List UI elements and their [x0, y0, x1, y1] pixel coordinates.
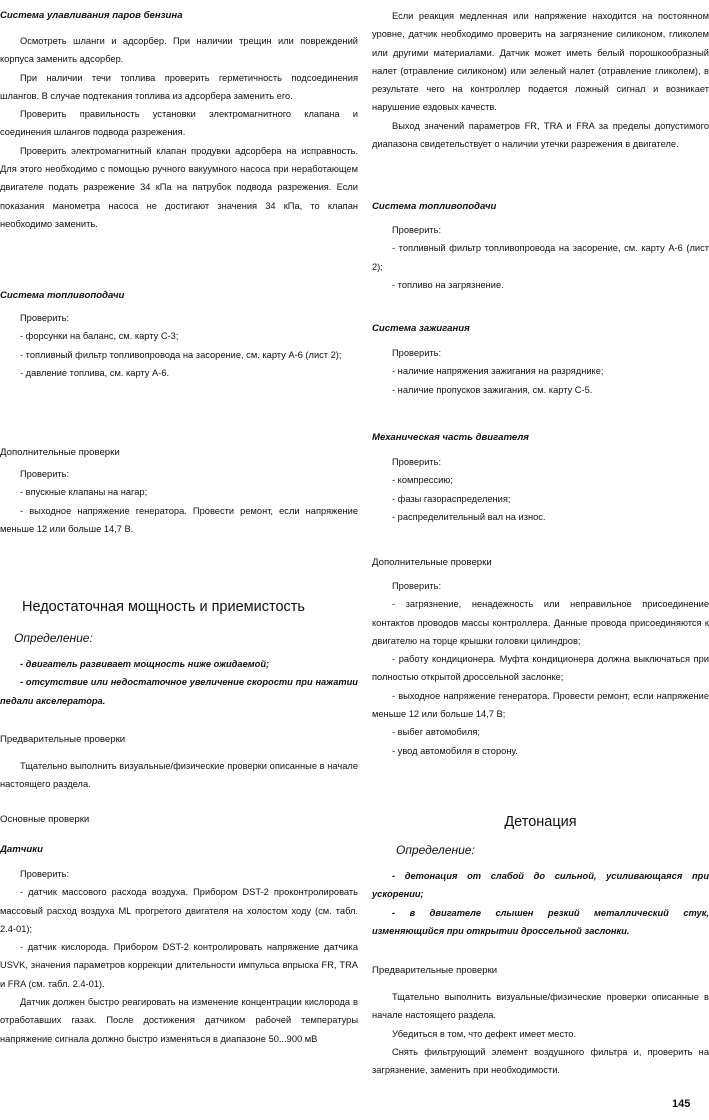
section-heading-ignition: Система зажигания — [372, 323, 470, 334]
check-label: Проверить: — [20, 469, 70, 479]
paragraph: Тщательно выполнить визуальные/физические проверки описанные в начале настоящего раздела. — [0, 761, 358, 790]
definition-item: - двигатель развивает мощность ниже ожидаемой; — [20, 659, 270, 669]
check-label: Проверить: — [392, 225, 442, 235]
list-item: - датчик кислорода. Прибором DST-2 контролировать напряжение датчика USVK, значения параметров коррекции длительности импульса впрыска FR, TRA и FRA (см. табл. 2.4-01). — [0, 942, 358, 989]
section-title-power: Недостаточная мощность и приемистость — [22, 599, 305, 615]
paragraph: Выход значений параметров FR, TRA и FRA за пределы допустимого диапазона свидетельствует о наличии утечки разрежения в двигателе. — [372, 120, 709, 150]
check-label: Проверить: — [392, 348, 442, 358]
list-item: - впускные клапаны на нагар; — [20, 487, 148, 498]
list-item: - наличие пропусков зажигания, см. карту С-5. — [392, 384, 593, 395]
section-heading-fuel: Система топливоподачи — [372, 201, 497, 212]
list-item: - выходное напряжение генератора. Провести ремонт, если напряжение меньше 12 или больше 14,7 В. — [0, 505, 358, 534]
list-item: - загрязнение, ненадежность или неправильное присоединение контактов проводов массы контроллера. Данные провода присоединяются к двигателю на торце крышки головки цилиндров; — [372, 599, 709, 646]
ignition-list — [372, 344, 709, 399]
check-label: Проверить: — [392, 457, 442, 467]
definition-heading: Определение: — [396, 843, 475, 857]
section-heading-prelim: Предварительные проверки — [0, 734, 126, 745]
fuel-list — [0, 309, 358, 382]
section-heading-prelim: Предварительные проверки — [372, 965, 498, 976]
section-heading-mech: Механическая часть двигателя — [372, 432, 529, 443]
list-item: - компрессию; — [392, 475, 453, 486]
paragraph: Снять фильтрующий элемент воздушного фильтра и, проверить на загрязнение, заменить при необходимости. — [372, 1046, 709, 1076]
list-item: - фазы газораспределения; — [392, 493, 511, 504]
check-label: Проверить: — [20, 869, 70, 879]
paragraph: Проверить правильность установки электромагнитного клапана и соединения шлангов подвода разрежения. — [0, 109, 358, 138]
list-item: - выходное напряжение генератора. Провести ремонт, если напряжение меньше 12 или больше 14,7 В; — [372, 690, 709, 720]
list-item: - увод автомобиля в сторону. — [392, 745, 518, 756]
page-number: 145 — [672, 1098, 691, 1110]
extra-list — [372, 577, 709, 760]
paragraph: При наличии течи топлива проверить герметичность подсоединения шлангов. В случае подтекания топлива из адсорбера заменить его. — [0, 72, 358, 101]
paragraph: Если реакция медленная или напряжение находится на постоянном уровне, датчик необходимо проверить на загрязнение силиконом, гликолем или другими материалами. Датчик может иметь белый порошкообразный налет (отравление силиконом) или зеленый налет (отравление гликолем), в результате чего на контроллер подается ложный сигнал и возникает нарушение ездовых качеств. — [372, 11, 709, 113]
paragraph: Убедиться в том, что дефект имеет место. — [392, 1028, 577, 1039]
paragraph: Тщательно выполнить визуальные/физические проверки описанные в начале настоящего раздела. — [372, 992, 709, 1021]
definition-item: - отсутствие или недостаточное увеличение скорости при нажатии педали акселератора. — [0, 677, 358, 706]
paragraph: Осмотреть шланги и адсорбер. При наличии трещин или повреждений корпуса заменить адсорбер. — [0, 36, 358, 65]
section-heading-fuel: Система топливоподачи — [0, 290, 125, 301]
definition-list — [372, 867, 709, 940]
prelim-body — [0, 757, 358, 794]
check-label: Проверить: — [392, 581, 442, 591]
list-item: - работу кондиционера. Муфта кондиционера должна выключаться при полностью открытой дроссельной заслонке; — [372, 654, 709, 683]
paragraph: Датчик должен быстро реагировать на изменение концентрации кислорода в отработавших газах. После достижения датчиком рабочей температуры напряжение сигнала должно быстро изменяться в диапазоне 50...900 мВ — [0, 997, 358, 1044]
definition-heading: Определение: — [14, 631, 93, 645]
check-label: Проверить: — [20, 313, 70, 323]
mech-list — [372, 453, 709, 526]
fuel-list — [372, 221, 709, 294]
section-heading-main: Основные проверки — [0, 814, 90, 825]
prelim-body — [372, 988, 709, 1079]
list-item: - форсунки на баланс, см. карту С-3; — [20, 331, 179, 342]
section-heading-evap: Система улавливания паров бензина — [0, 10, 183, 21]
list-item: - распределительный вал на износ. — [392, 511, 546, 522]
section-heading-extra: Дополнительные проверки — [0, 447, 120, 458]
list-item: - датчик массового расхода воздуха. Прибором DST-2 проконтролировать массовый расход воздуха ML прогретого двигателя на холостом ходу (см. табл. 2.4-01); — [0, 887, 358, 934]
definition-item: - в двигателе слышен резкий металлический стук, изменяющийся при открытии дроссельной заслонки. — [372, 907, 709, 936]
list-item: - давление топлива, см. карту А-6. — [20, 367, 170, 378]
list-item: - топливный фильтр топливопровода на засорение, см. карту А-6 (лист 2); — [20, 349, 342, 360]
section-title-detonation: Детонация — [504, 814, 577, 830]
definition-list — [0, 655, 358, 710]
sensors-list — [0, 865, 358, 1048]
section-heading-extra: Дополнительные проверки — [372, 557, 492, 568]
right-top-body — [372, 7, 709, 153]
extra-list — [0, 465, 358, 538]
paragraph: Проверить электромагнитный клапан продувки адсорбера на исправность. Для этого необходимо с помощью ручного вакуумного насоса при неработающем двигателе подать разрежение 34 кПа на патрубок подвода разрежения. Если показания манометра насоса не достигают значения 34 кПа, то клапан необходимо заменить. — [0, 145, 358, 229]
list-item: - выбег автомобиля; — [392, 727, 481, 738]
section-heading-sensors: Датчики — [0, 844, 43, 855]
list-item: - наличие напряжения зажигания на разряднике; — [392, 366, 604, 377]
list-item: - топливный фильтр топливопровода на засорение, см. карту А-6 (лист 2); — [372, 243, 709, 272]
evap-body — [0, 32, 358, 233]
definition-item: - детонация от слабой до сильной, усиливающаяся при ускорении; — [372, 871, 709, 900]
list-item: - топливо на загрязнение. — [392, 279, 504, 290]
